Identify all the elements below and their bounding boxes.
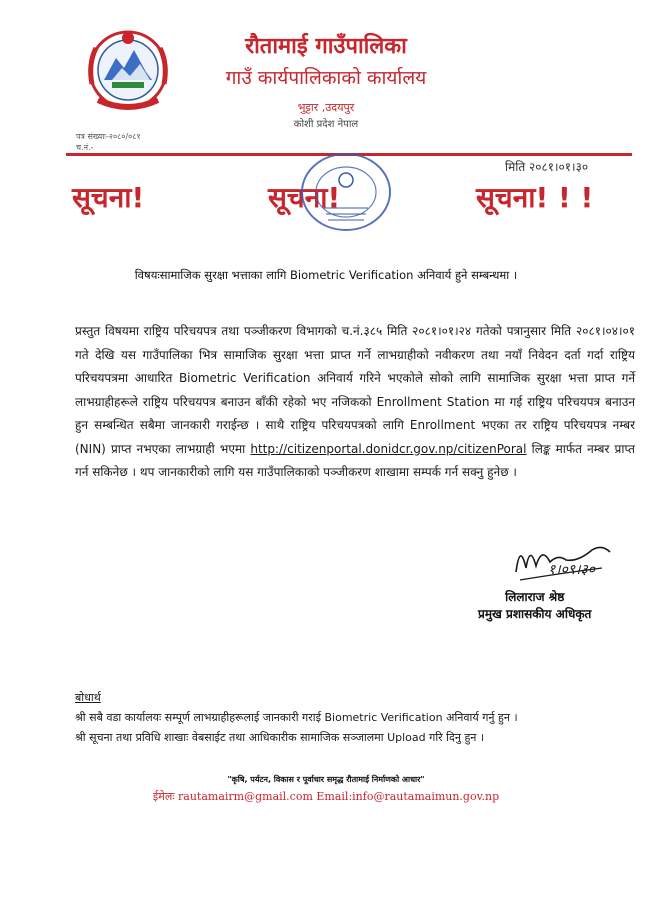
signatory-name: लिलाराज श्रेष्ठ [505, 590, 565, 604]
org-name: रौतामाई गाउँपालिका [245, 34, 407, 59]
notice-center: सूचना! [268, 181, 341, 214]
subject-line: विषयःसामाजिक सुरक्षा भत्ताका लागि Biometric Verification अनिवार्य हुने सम्बन्धमा । [134, 268, 518, 282]
notice-left: सूचना! [72, 181, 145, 214]
office-name: गाउँ कार्यपालिकाको कार्यालय [225, 67, 427, 89]
email-label: ईमेलः [152, 790, 175, 803]
cc-heading: बोधार्थ [75, 691, 101, 704]
copy-to-section [75, 688, 518, 748]
email-gmail[interactable]: rautamairm@gmail.com [178, 790, 313, 803]
letter-date: मिति २०८१।०१।३० [505, 160, 589, 174]
signature-date: १।०९।३० [548, 562, 596, 578]
cc-line-2: श्री सूचना तथा प्रविधि शाखाः वेबसाईट तथा आधिकारीक सामाजिक सञ्जालमा Upload गरि दिनु हुन । [75, 731, 485, 744]
footer-slogan: "कृषि, पर्यटन, विकास र पूर्वाधार समृद्ध रौतामाई निर्माणको आधार" [227, 775, 425, 784]
cc-line-1: श्री सबै वडा कार्यालयः सम्पूर्ण लाभग्राहीहरूलाई जानकारी गराई Biometric Verification अनिवार्य गर्नु हुन । [75, 711, 518, 724]
footer-contact [0, 789, 652, 804]
signatory-title: प्रमुख प्रशासकीय अधिकृत [478, 607, 592, 621]
body-text-main: प्रस्तुत विषयमा राष्ट्रिय परिचयपत्र तथा पञ्जीकरण विभागको च.नं.३८५ मिति २०८१।०१।२४ गतेको पत्रानुसार मिति २०८१।०४।०१ गते देखि यस गाउँपालिका भित्र सामाजिक सुरक्षा भत्ता प्राप्त गर्ने लाभग्राहीको नवीकरण तथा नयाँ निवेदन दर्ता गर्दा राष्ट्रिय परिचयपत्रमा आधारित Biometric Verification अनिवार्य गरिने भएकोले सोको लागि सामाजिक सुरक्षा भत्ता प्राप्त गर्ने लाभग्राहीहरूले राष्ट्रिय परिचयपत्र बनाउन बाँकी रहेको भए नजिकको Enrollment Station मा गई राष्ट्रिय परिचयपत्र बनाउन हुन सम्बन्धित सबैमा जानकारी गराईन्छ । साथै राष्ट्रिय परिचयपत्रको लागि Enrollment भएका तर राष्ट्रिय परिचयपत्र नम्बर (NIN) प्राप्त नभएका लाभग्राही भएमा [75, 324, 635, 456]
letter-body [75, 320, 635, 485]
reference-numbers [76, 131, 141, 153]
office-location: भुट्टार ,उदयपुर [297, 101, 355, 114]
dispatch-number: च.नं.- [76, 143, 94, 152]
body-text-closing: लिङ्क मार्फत नम्बर प्राप्त गर्न सकिनेछ । थप जानकारीको लागि यस गाउँपालिकाको पञ्जीकरण शाखामा सम्पर्क गर्न सक्नु हुनेछ । [75, 441, 635, 479]
notice-right: सूचना! ! ! [476, 181, 594, 214]
citizen-portal-link[interactable]: http://citizenportal.donidcr.gov.np/citizenPoral [250, 441, 527, 456]
email-official[interactable]: Email:info@rautamaimun.gov.np [316, 790, 500, 803]
ref-number: पत्र संख्याः-२०८०/०८१ [76, 132, 141, 141]
signatory-block [478, 588, 591, 622]
province-name: कोशी प्रदेश नेपाल [293, 119, 359, 130]
official-stamp [298, 150, 394, 234]
